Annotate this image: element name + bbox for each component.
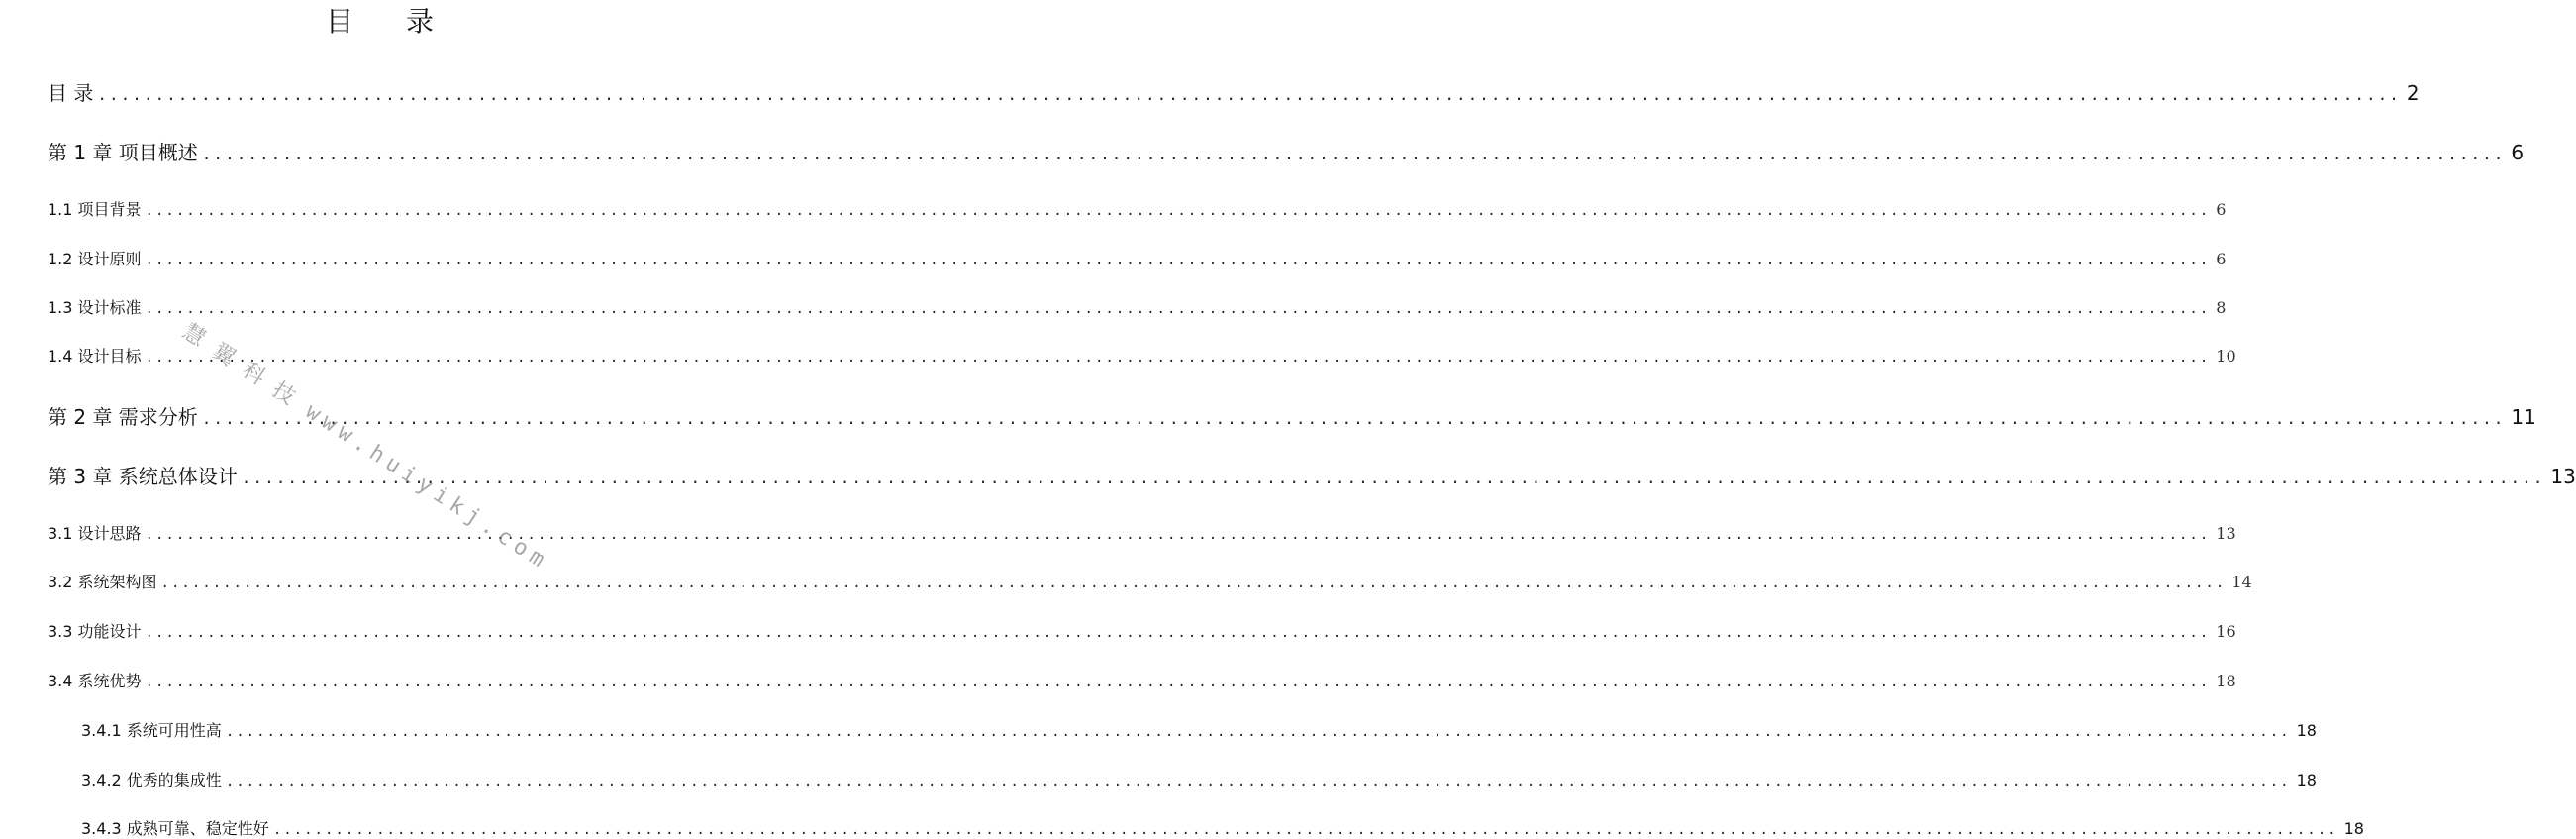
dot-leader: ........................................................................................................................................................................................................: [201, 145, 2506, 163]
toc-page-number: 8: [2216, 298, 2227, 317]
toc-page-number: 16: [2216, 622, 2236, 641]
toc-entry-label: 1.3 设计标准: [48, 298, 142, 317]
dot-leader: ........................................................................................................................................................................................................: [160, 576, 2227, 591]
toc-entry-chapter-3[interactable]: [48, 461, 2576, 489]
dot-leader: ........................................................................................................................................................................................................: [145, 527, 2211, 543]
toc-page-number: 6: [2216, 200, 2227, 219]
toc-page-number: 11: [2511, 405, 2536, 429]
dot-leader: ........................................................................................................................................................................................................: [145, 675, 2211, 690]
toc-entry-section-3-3[interactable]: [48, 619, 2236, 642]
toc-entry-subsection-3-4-1[interactable]: [81, 718, 2317, 741]
dot-leader: ........................................................................................................................................................................................................: [225, 774, 2291, 789]
dot-leader: ........................................................................................................................................................................................................: [145, 350, 2211, 366]
watermark-brand: 慧翼科技: [177, 319, 312, 418]
toc-page-number: 18: [2296, 721, 2317, 740]
toc-entry-label: 第 3 章 系统总体设计: [48, 465, 238, 488]
toc-page-number: 10: [2216, 347, 2236, 366]
dot-leader: ........................................................................................................................................................................................................: [145, 625, 2211, 641]
toc-entry-label: 第 2 章 需求分析: [48, 405, 198, 429]
toc-entry-label: 目 录: [48, 81, 94, 105]
dot-leader: ........................................................................................................................................................................................................: [201, 409, 2506, 428]
toc-entry-label: 1.4 设计目标: [48, 347, 142, 366]
toc-entry-section-3-4[interactable]: [48, 669, 2236, 691]
toc-entry-label: 第 1 章 项目概述: [48, 141, 198, 164]
toc-entry-chapter-1[interactable]: [48, 137, 2525, 165]
toc-page-number: 13: [2216, 524, 2236, 543]
dot-leader: ........................................................................................................................................................................................................: [97, 85, 2401, 104]
toc-entry-subsection-3-4-3[interactable]: [81, 816, 2364, 839]
toc-page-number: 18: [2343, 819, 2364, 838]
dot-leader: ........................................................................................................................................................................................................: [145, 301, 2211, 317]
toc-entry-label: 1.1 项目背景: [48, 200, 142, 219]
toc-entry-section-3-2[interactable]: [48, 570, 2252, 592]
toc-page-number: 6: [2511, 141, 2525, 164]
dot-leader: ........................................................................................................................................................................................................: [272, 822, 2338, 838]
toc-entry-label: 3.1 设计思路: [48, 524, 142, 543]
toc-entry-label: 3.4.2 优秀的集成性: [81, 771, 222, 789]
toc-page-number: 6: [2216, 250, 2227, 268]
toc-entry-section-3-1[interactable]: [48, 521, 2236, 544]
toc-page-number: 2: [2406, 81, 2420, 105]
toc-entry-label: 1.2 设计原则: [48, 250, 142, 268]
toc-entry-contents[interactable]: [48, 77, 2420, 106]
dot-leader: ........................................................................................................................................................................................................: [241, 469, 2545, 487]
toc-page-number: 13: [2550, 465, 2576, 488]
toc-page-number: 14: [2231, 573, 2252, 591]
toc-entry-chapter-2[interactable]: [48, 401, 2536, 430]
toc-entry-section-1-3[interactable]: [48, 295, 2227, 318]
toc-entry-section-1-1[interactable]: [48, 197, 2227, 220]
toc-entry-label: 3.3 功能设计: [48, 622, 142, 641]
toc-entry-section-1-2[interactable]: [48, 247, 2227, 269]
toc-entry-subsection-3-4-2[interactable]: [81, 768, 2317, 790]
watermark-url: www.huiyikj.com: [300, 398, 554, 577]
toc-page-number: 18: [2216, 672, 2236, 690]
dot-leader: ........................................................................................................................................................................................................: [145, 253, 2211, 268]
toc-entry-label: 3.4.1 系统可用性高: [81, 721, 222, 740]
toc-entry-label: 3.4 系统优势: [48, 672, 142, 690]
toc-page-number: 18: [2296, 771, 2317, 789]
dot-leader: ........................................................................................................................................................................................................: [225, 724, 2291, 740]
dot-leader: ........................................................................................................................................................................................................: [145, 203, 2211, 219]
toc-entry-section-1-4[interactable]: [48, 344, 2236, 367]
toc-entry-label: 3.4.3 成熟可靠、稳定性好: [81, 819, 269, 838]
toc-entry-label: 3.2 系统架构图: [48, 573, 157, 591]
page-title: 目 录: [326, 5, 455, 38]
